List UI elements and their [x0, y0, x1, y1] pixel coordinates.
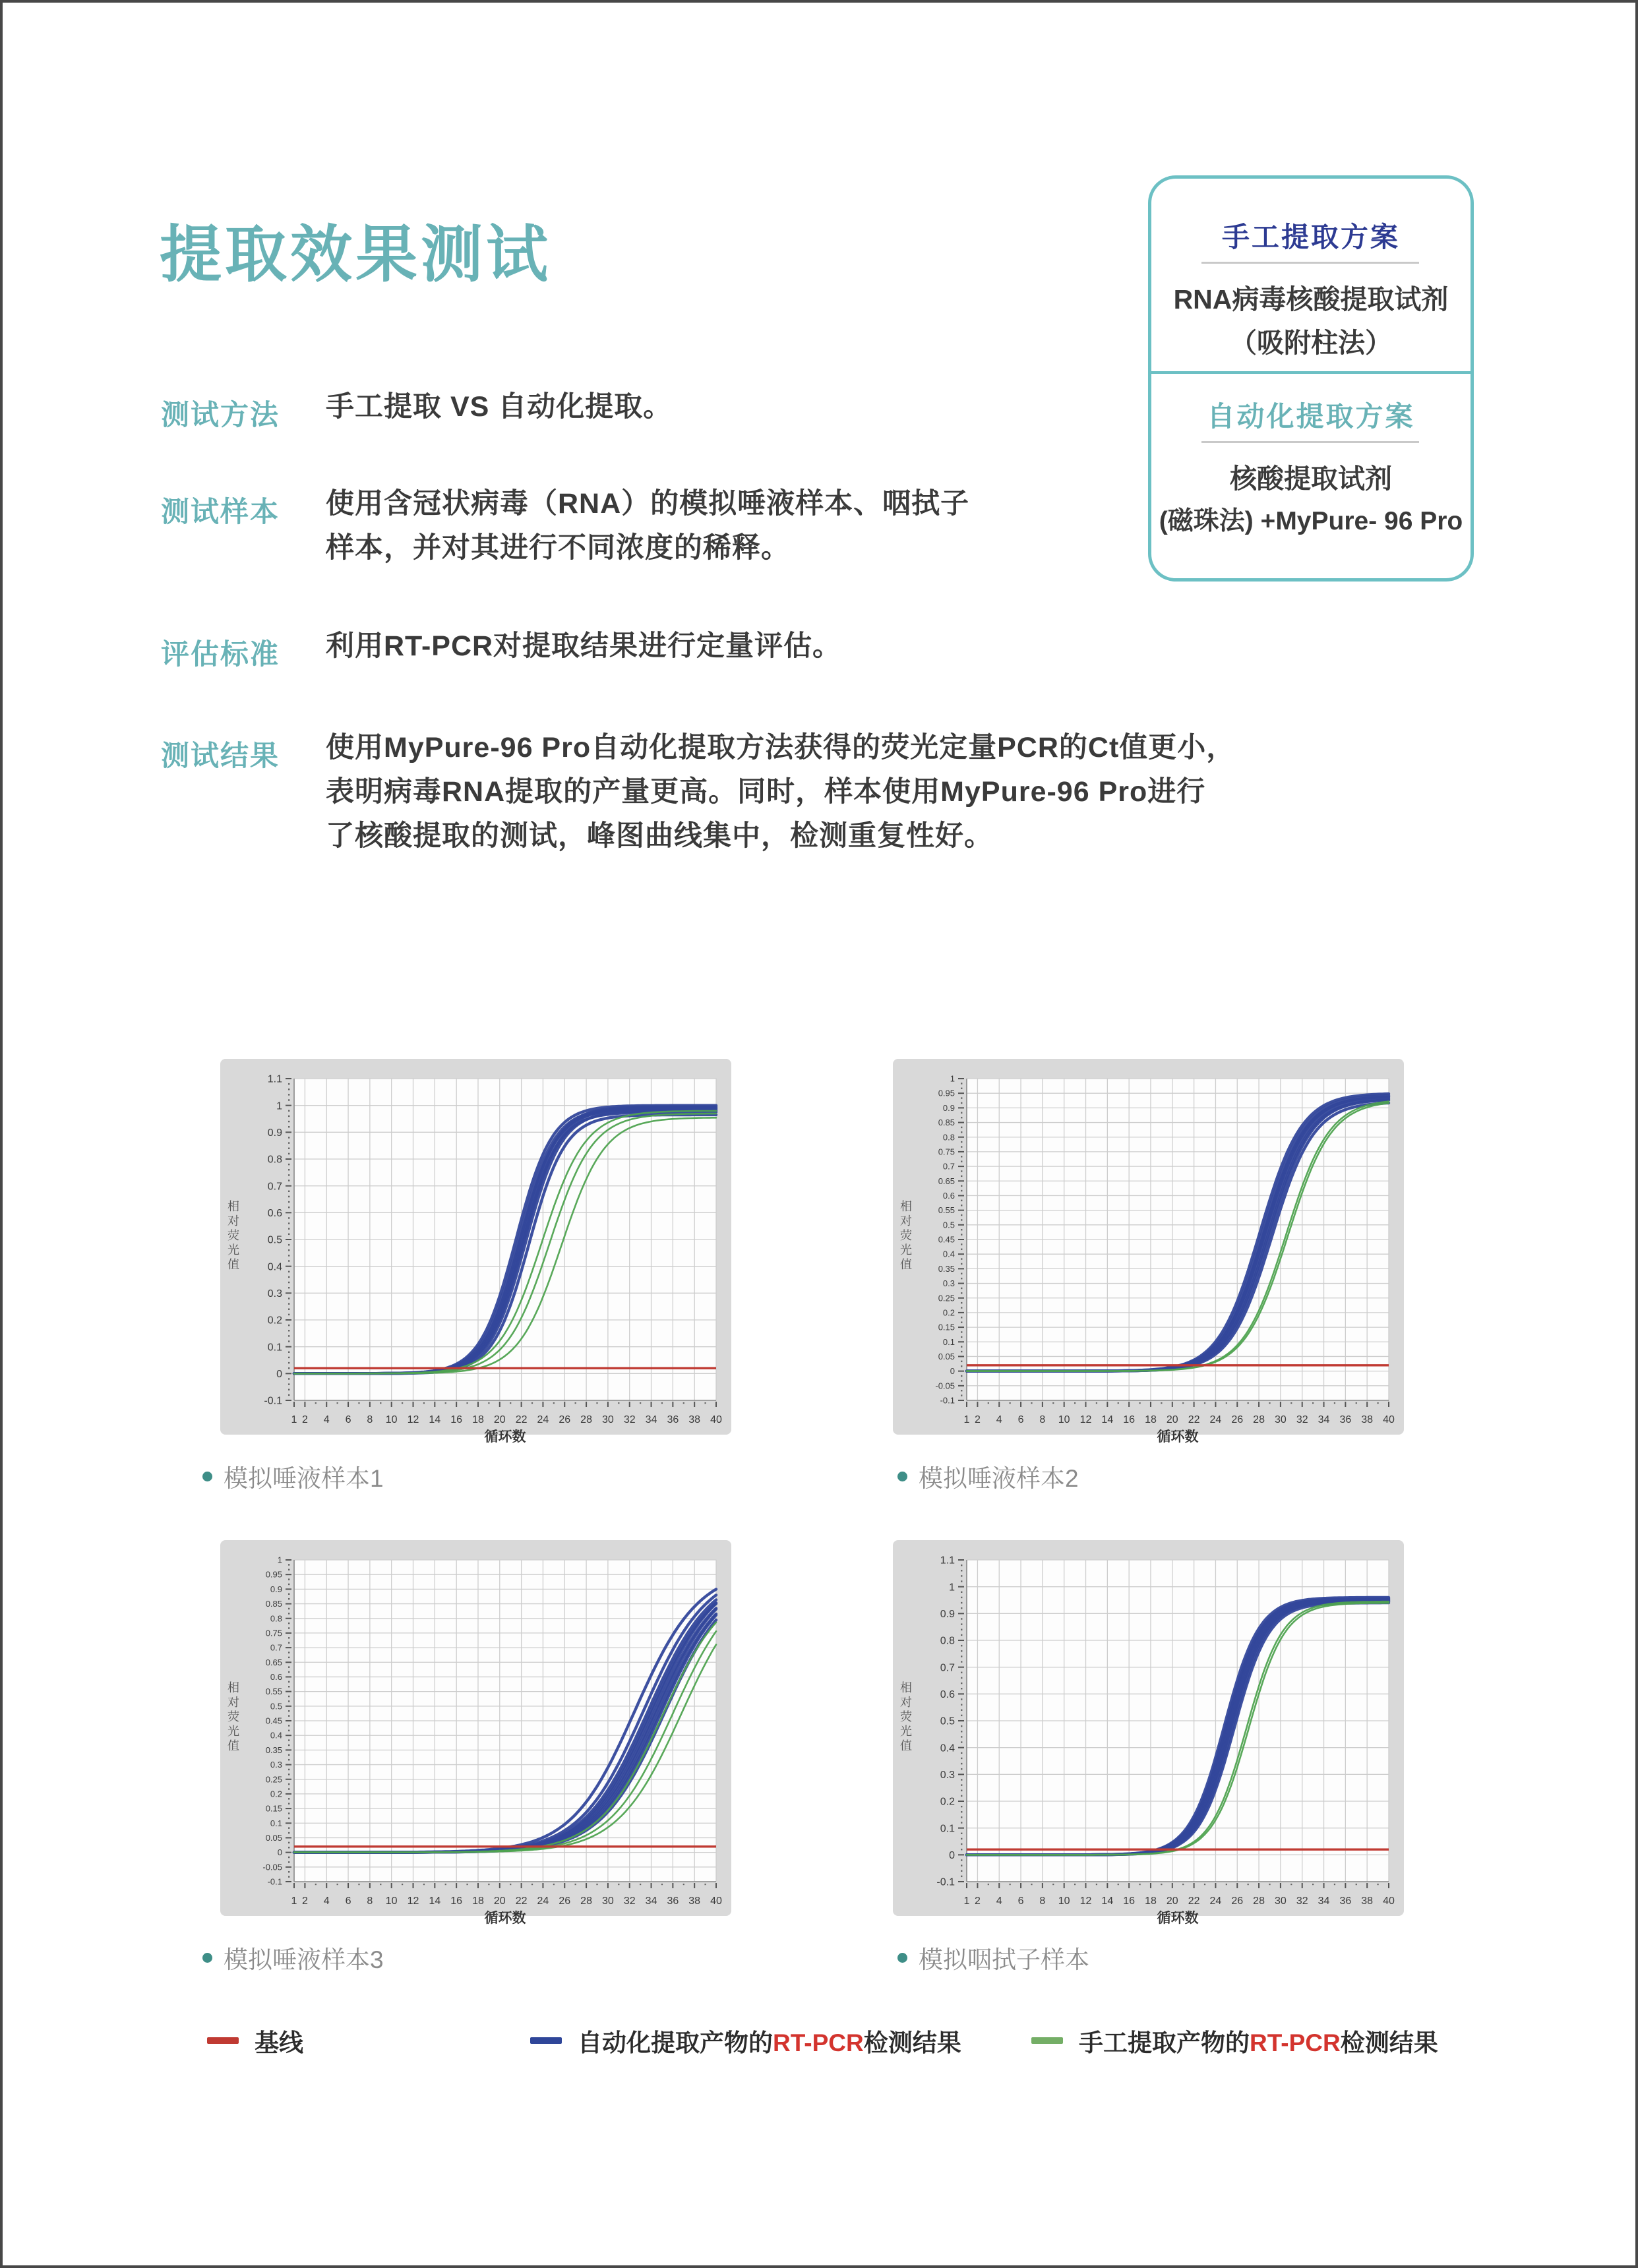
svg-text:16: 16: [1123, 1895, 1136, 1907]
text-line: 了核酸提取的测试，峰图曲线集中，检测重复性好。: [326, 820, 993, 852]
svg-text:1: 1: [291, 1895, 297, 1907]
svg-text:16: 16: [450, 1414, 463, 1425]
svg-text:8: 8: [1039, 1895, 1046, 1907]
svg-text:0.05: 0.05: [938, 1352, 955, 1362]
svg-text:荧: 荧: [900, 1710, 912, 1723]
svg-text:40: 40: [1383, 1414, 1395, 1425]
svg-text:22: 22: [515, 1895, 528, 1907]
svg-text:-0.05: -0.05: [935, 1381, 955, 1391]
svg-text:12: 12: [1079, 1414, 1092, 1425]
svg-text:0.6: 0.6: [940, 1688, 955, 1700]
svg-text:28: 28: [580, 1414, 592, 1425]
svg-text:8: 8: [367, 1895, 373, 1907]
svg-text:0.8: 0.8: [270, 1613, 282, 1624]
svg-text:0.1: 0.1: [940, 1823, 955, 1835]
svg-text:0.4: 0.4: [270, 1730, 282, 1741]
svg-text:30: 30: [1274, 1895, 1287, 1907]
svg-text:循环数: 循环数: [484, 1911, 526, 1926]
svg-text:0.2: 0.2: [270, 1789, 282, 1799]
svg-text:28: 28: [1253, 1414, 1265, 1425]
svg-text:24: 24: [1209, 1895, 1222, 1907]
page-title: 提取效果测试: [160, 220, 552, 289]
svg-text:0: 0: [276, 1368, 282, 1380]
svg-text:0.7: 0.7: [942, 1161, 955, 1172]
svg-text:28: 28: [580, 1895, 592, 1907]
svg-text:0.9: 0.9: [942, 1102, 955, 1113]
svg-text:荧: 荧: [900, 1229, 912, 1242]
svg-text:0.9: 0.9: [267, 1127, 282, 1139]
svg-text:28: 28: [1253, 1895, 1265, 1907]
svg-text:0.45: 0.45: [265, 1716, 282, 1726]
svg-text:0.1: 0.1: [942, 1336, 955, 1347]
svg-text:0: 0: [949, 1849, 955, 1861]
legend-item-manual: [1031, 2023, 1438, 2058]
svg-text:0.8: 0.8: [267, 1154, 282, 1166]
divider: [1201, 262, 1419, 264]
manual-scheme-line-2: （吸附柱法）: [1230, 328, 1392, 358]
qpcr-chart-saliva-3: [220, 1540, 731, 1926]
svg-text:36: 36: [1339, 1895, 1352, 1907]
text-line: 使用MyPure-96 Pro自动化提取方法获得的荧光定量PCR的Ct值更小，: [326, 732, 1236, 763]
text-line: 样本，并对其进行不同浓度的稀释。: [326, 532, 790, 564]
svg-text:0: 0: [277, 1847, 282, 1858]
svg-text:0.5: 0.5: [940, 1716, 955, 1727]
svg-text:22: 22: [1188, 1895, 1200, 1907]
svg-text:0.5: 0.5: [942, 1220, 955, 1230]
svg-text:值: 值: [228, 1258, 239, 1271]
svg-text:38: 38: [688, 1895, 701, 1907]
svg-text:值: 值: [228, 1739, 239, 1752]
svg-text:光: 光: [228, 1243, 239, 1257]
scheme-box-divider: [1151, 371, 1471, 374]
qpcr-amplification-plot: [893, 1059, 1404, 1445]
svg-text:0.25: 0.25: [265, 1774, 282, 1785]
svg-text:循环数: 循环数: [1157, 1429, 1199, 1445]
section-content-sample: [326, 482, 1315, 570]
svg-text:0.5: 0.5: [267, 1234, 282, 1246]
svg-text:12: 12: [407, 1895, 419, 1907]
svg-text:2: 2: [974, 1895, 981, 1907]
svg-text:对: 对: [228, 1696, 239, 1709]
svg-text:38: 38: [1361, 1414, 1374, 1425]
qpcr-chart-saliva-2: [893, 1059, 1404, 1445]
svg-text:0.6: 0.6: [267, 1207, 282, 1219]
auto-scheme-line-1: 核酸提取试剂: [1230, 463, 1392, 494]
svg-text:6: 6: [345, 1414, 351, 1425]
svg-text:36: 36: [1339, 1414, 1352, 1425]
svg-text:0.4: 0.4: [267, 1261, 282, 1273]
svg-text:4: 4: [996, 1895, 1002, 1907]
svg-text:1: 1: [291, 1414, 297, 1425]
svg-text:0.6: 0.6: [942, 1191, 955, 1201]
svg-text:0.3: 0.3: [267, 1288, 282, 1299]
svg-text:0.95: 0.95: [265, 1569, 282, 1580]
svg-text:1: 1: [276, 1100, 282, 1112]
svg-text:36: 36: [667, 1414, 679, 1425]
svg-text:10: 10: [385, 1895, 398, 1907]
svg-text:0.55: 0.55: [938, 1205, 955, 1216]
qpcr-amplification-plot: [220, 1540, 731, 1926]
svg-text:0.85: 0.85: [265, 1599, 282, 1609]
legend-swatch-blue: [530, 2037, 562, 2044]
svg-text:光: 光: [900, 1725, 912, 1738]
svg-text:对: 对: [228, 1214, 239, 1228]
section-label-criteria: 评估标准: [161, 639, 280, 671]
svg-text:30: 30: [1274, 1414, 1287, 1425]
caption-bullet-icon: [202, 1953, 212, 1963]
svg-text:34: 34: [1318, 1895, 1330, 1907]
svg-text:38: 38: [1361, 1895, 1374, 1907]
svg-text:相: 相: [900, 1200, 912, 1213]
legend-label: 基线: [255, 2029, 303, 2056]
svg-text:10: 10: [1058, 1414, 1070, 1425]
svg-text:22: 22: [515, 1414, 528, 1425]
text-line: 利用RT-PCR对提取结果进行定量评估。: [326, 630, 842, 662]
section-label-sample: 测试样本: [161, 496, 280, 528]
svg-text:1: 1: [949, 1582, 955, 1594]
qpcr-amplification-plot: [893, 1540, 1404, 1926]
svg-text:0.3: 0.3: [940, 1769, 955, 1781]
svg-text:-0.1: -0.1: [264, 1395, 282, 1407]
svg-text:0.95: 0.95: [938, 1088, 955, 1098]
svg-text:0.35: 0.35: [265, 1745, 282, 1755]
svg-text:18: 18: [1145, 1414, 1157, 1425]
svg-text:荧: 荧: [228, 1229, 239, 1242]
svg-text:0.75: 0.75: [265, 1628, 282, 1638]
svg-text:0.7: 0.7: [267, 1181, 282, 1193]
svg-text:1: 1: [963, 1414, 970, 1425]
svg-text:值: 值: [900, 1739, 912, 1752]
svg-text:26: 26: [559, 1895, 571, 1907]
svg-text:0.7: 0.7: [270, 1642, 282, 1653]
svg-text:相: 相: [900, 1681, 912, 1694]
svg-text:-0.05: -0.05: [262, 1862, 282, 1872]
section-label-method: 测试方法: [161, 400, 280, 431]
legend-swatch-red: [207, 2037, 239, 2044]
caption-text: 模拟咽拭子样本: [919, 1946, 1089, 1973]
svg-text:2: 2: [301, 1414, 308, 1425]
legend-item-automated: [530, 2023, 961, 2058]
svg-text:0.3: 0.3: [942, 1278, 955, 1289]
svg-text:34: 34: [1318, 1414, 1330, 1425]
svg-text:14: 14: [429, 1414, 441, 1425]
svg-text:4: 4: [323, 1895, 330, 1907]
chart-caption-1: [202, 1458, 384, 1494]
svg-text:20: 20: [1166, 1895, 1178, 1907]
svg-text:24: 24: [537, 1895, 549, 1907]
svg-text:22: 22: [1188, 1414, 1200, 1425]
svg-text:38: 38: [688, 1414, 701, 1425]
svg-text:0.45: 0.45: [938, 1234, 955, 1245]
svg-text:20: 20: [493, 1414, 506, 1425]
legend-swatch-green: [1031, 2037, 1063, 2044]
svg-text:12: 12: [1079, 1895, 1092, 1907]
qpcr-chart-throat-swab: [893, 1540, 1404, 1926]
svg-text:0.2: 0.2: [940, 1796, 955, 1808]
svg-text:4: 4: [323, 1414, 330, 1425]
svg-text:1.1: 1.1: [940, 1555, 955, 1567]
svg-text:14: 14: [1101, 1895, 1114, 1907]
svg-text:24: 24: [537, 1414, 549, 1425]
auto-scheme-line-2: (磁珠法) +MyPure- 96 Pro: [1159, 507, 1463, 535]
svg-text:40: 40: [710, 1414, 722, 1425]
caption-bullet-icon: [202, 1472, 212, 1481]
svg-text:0.35: 0.35: [938, 1263, 955, 1274]
divider: [1201, 441, 1419, 443]
svg-text:-0.1: -0.1: [940, 1395, 955, 1406]
svg-text:2: 2: [974, 1414, 981, 1425]
svg-text:0.5: 0.5: [270, 1701, 282, 1712]
svg-text:光: 光: [228, 1725, 239, 1738]
section-content-method: [326, 385, 1315, 429]
svg-text:10: 10: [385, 1414, 398, 1425]
chart-caption-4: [897, 1940, 1089, 1975]
manual-scheme-title: 手工提取方案: [1221, 222, 1400, 253]
auto-scheme-title: 自动化提取方案: [1207, 401, 1415, 432]
svg-text:14: 14: [429, 1895, 441, 1907]
svg-text:0.8: 0.8: [942, 1132, 955, 1143]
svg-text:32: 32: [623, 1895, 636, 1907]
section-label-result: 测试结果: [161, 740, 280, 772]
svg-text:30: 30: [601, 1895, 614, 1907]
caption-bullet-icon: [897, 1472, 907, 1481]
svg-text:0.2: 0.2: [267, 1315, 282, 1327]
svg-text:荧: 荧: [228, 1710, 239, 1723]
svg-text:1.1: 1.1: [267, 1073, 282, 1085]
svg-text:对: 对: [900, 1214, 912, 1228]
svg-text:0.75: 0.75: [938, 1147, 955, 1157]
svg-text:32: 32: [1296, 1414, 1308, 1425]
svg-text:0.7: 0.7: [940, 1662, 955, 1674]
svg-text:0.4: 0.4: [940, 1743, 955, 1754]
svg-text:16: 16: [1123, 1414, 1136, 1425]
text-line: 手工提取 VS 自动化提取。: [326, 391, 673, 423]
svg-text:0.9: 0.9: [270, 1584, 282, 1594]
svg-text:0.85: 0.85: [938, 1118, 955, 1128]
svg-text:0.4: 0.4: [942, 1249, 955, 1259]
caption-text: 模拟唾液样本1: [224, 1465, 384, 1492]
chart-caption-3: [202, 1940, 384, 1975]
caption-text: 模拟唾液样本3: [224, 1946, 384, 1973]
svg-text:8: 8: [367, 1414, 373, 1425]
svg-text:0: 0: [950, 1366, 955, 1377]
svg-text:0.3: 0.3: [270, 1760, 282, 1770]
svg-text:0.15: 0.15: [265, 1803, 282, 1814]
svg-text:0.65: 0.65: [938, 1176, 955, 1186]
svg-text:0.15: 0.15: [938, 1322, 955, 1332]
svg-text:0.65: 0.65: [265, 1657, 282, 1667]
svg-text:6: 6: [1017, 1895, 1024, 1907]
svg-text:14: 14: [1101, 1414, 1114, 1425]
svg-text:0.8: 0.8: [940, 1635, 955, 1647]
svg-text:相: 相: [228, 1200, 239, 1213]
svg-text:循环数: 循环数: [484, 1429, 526, 1445]
svg-text:24: 24: [1209, 1414, 1222, 1425]
legend-label: 自动化提取产物的RT-PCR检测结果: [578, 2029, 961, 2056]
svg-text:20: 20: [1166, 1414, 1178, 1425]
svg-text:26: 26: [559, 1414, 571, 1425]
svg-text:8: 8: [1039, 1414, 1046, 1425]
svg-text:6: 6: [345, 1895, 351, 1907]
legend-item-baseline: [207, 2023, 303, 2058]
svg-text:1: 1: [277, 1555, 282, 1565]
qpcr-amplification-plot: [220, 1059, 731, 1445]
svg-text:6: 6: [1017, 1414, 1024, 1425]
svg-text:1: 1: [950, 1073, 955, 1084]
svg-text:18: 18: [472, 1895, 484, 1907]
svg-text:值: 值: [900, 1258, 912, 1271]
svg-text:0.6: 0.6: [270, 1672, 282, 1683]
svg-text:4: 4: [996, 1414, 1002, 1425]
svg-text:30: 30: [601, 1414, 614, 1425]
svg-text:0.05: 0.05: [265, 1833, 282, 1843]
text-line: 表明病毒RNA提取的产量更高。同时，样本使用MyPure-96 Pro进行: [326, 776, 1206, 808]
svg-text:0.1: 0.1: [267, 1342, 282, 1354]
svg-text:18: 18: [472, 1414, 484, 1425]
svg-text:32: 32: [1296, 1895, 1308, 1907]
svg-text:40: 40: [1383, 1895, 1395, 1907]
svg-text:1: 1: [963, 1895, 970, 1907]
svg-text:36: 36: [667, 1895, 679, 1907]
svg-text:-0.1: -0.1: [267, 1876, 282, 1887]
svg-text:16: 16: [450, 1895, 463, 1907]
legend-label: 手工提取产物的RT-PCR检测结果: [1079, 2029, 1438, 2056]
svg-text:光: 光: [900, 1243, 912, 1257]
svg-text:26: 26: [1231, 1895, 1244, 1907]
svg-text:34: 34: [645, 1414, 657, 1425]
svg-text:对: 对: [900, 1696, 912, 1709]
svg-text:18: 18: [1145, 1895, 1157, 1907]
section-content-result: [326, 726, 1315, 858]
text-line: 使用含冠状病毒（RNA）的模拟唾液样本、咽拭子: [326, 488, 970, 520]
svg-text:26: 26: [1231, 1414, 1244, 1425]
section-content-criteria: [326, 624, 1315, 669]
caption-bullet-icon: [897, 1953, 907, 1963]
svg-text:0.25: 0.25: [938, 1293, 955, 1303]
svg-text:循环数: 循环数: [1157, 1911, 1199, 1926]
svg-text:0.1: 0.1: [270, 1818, 282, 1828]
svg-text:32: 32: [623, 1414, 636, 1425]
svg-text:0.55: 0.55: [265, 1686, 282, 1697]
svg-text:0.2: 0.2: [942, 1307, 955, 1318]
chart-caption-2: [897, 1458, 1079, 1494]
svg-text:20: 20: [493, 1895, 506, 1907]
svg-text:相: 相: [228, 1681, 239, 1694]
svg-text:34: 34: [645, 1895, 657, 1907]
svg-text:-0.1: -0.1: [936, 1876, 955, 1888]
svg-text:10: 10: [1058, 1895, 1070, 1907]
svg-text:0.9: 0.9: [940, 1608, 955, 1620]
svg-text:12: 12: [407, 1414, 419, 1425]
qpcr-chart-saliva-1: [220, 1059, 731, 1445]
caption-text: 模拟唾液样本2: [919, 1465, 1079, 1492]
manual-scheme-line-1: RNA病毒核酸提取试剂: [1173, 284, 1449, 314]
svg-text:2: 2: [301, 1895, 308, 1907]
svg-text:40: 40: [710, 1895, 722, 1907]
